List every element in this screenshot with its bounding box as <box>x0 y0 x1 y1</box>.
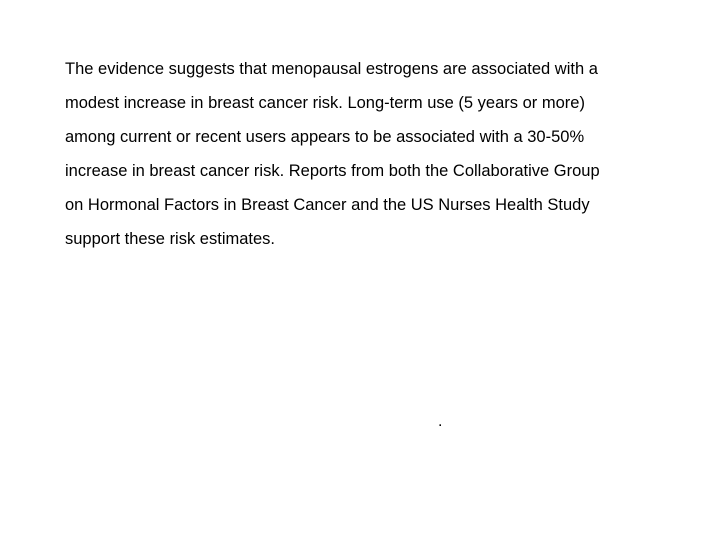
paragraph-line: support these risk estimates. <box>65 230 276 248</box>
paragraph-line: modest increase in breast cancer risk. Long-term use (5 years or more) <box>65 94 585 112</box>
paragraph-line: The evidence suggests that menopausal estrogens are associated with a <box>65 60 598 78</box>
paragraph-line: among current or recent users appears to be associated with a 30-50% <box>65 128 585 146</box>
stray-dot: . <box>438 413 443 430</box>
paragraph-line: on Hormonal Factors in Breast Cancer and the US Nurses Health Study <box>65 196 590 214</box>
body-paragraph <box>65 52 665 256</box>
paragraph-line: increase in breast cancer risk. Reports from both the Collaborative Group <box>65 162 600 180</box>
